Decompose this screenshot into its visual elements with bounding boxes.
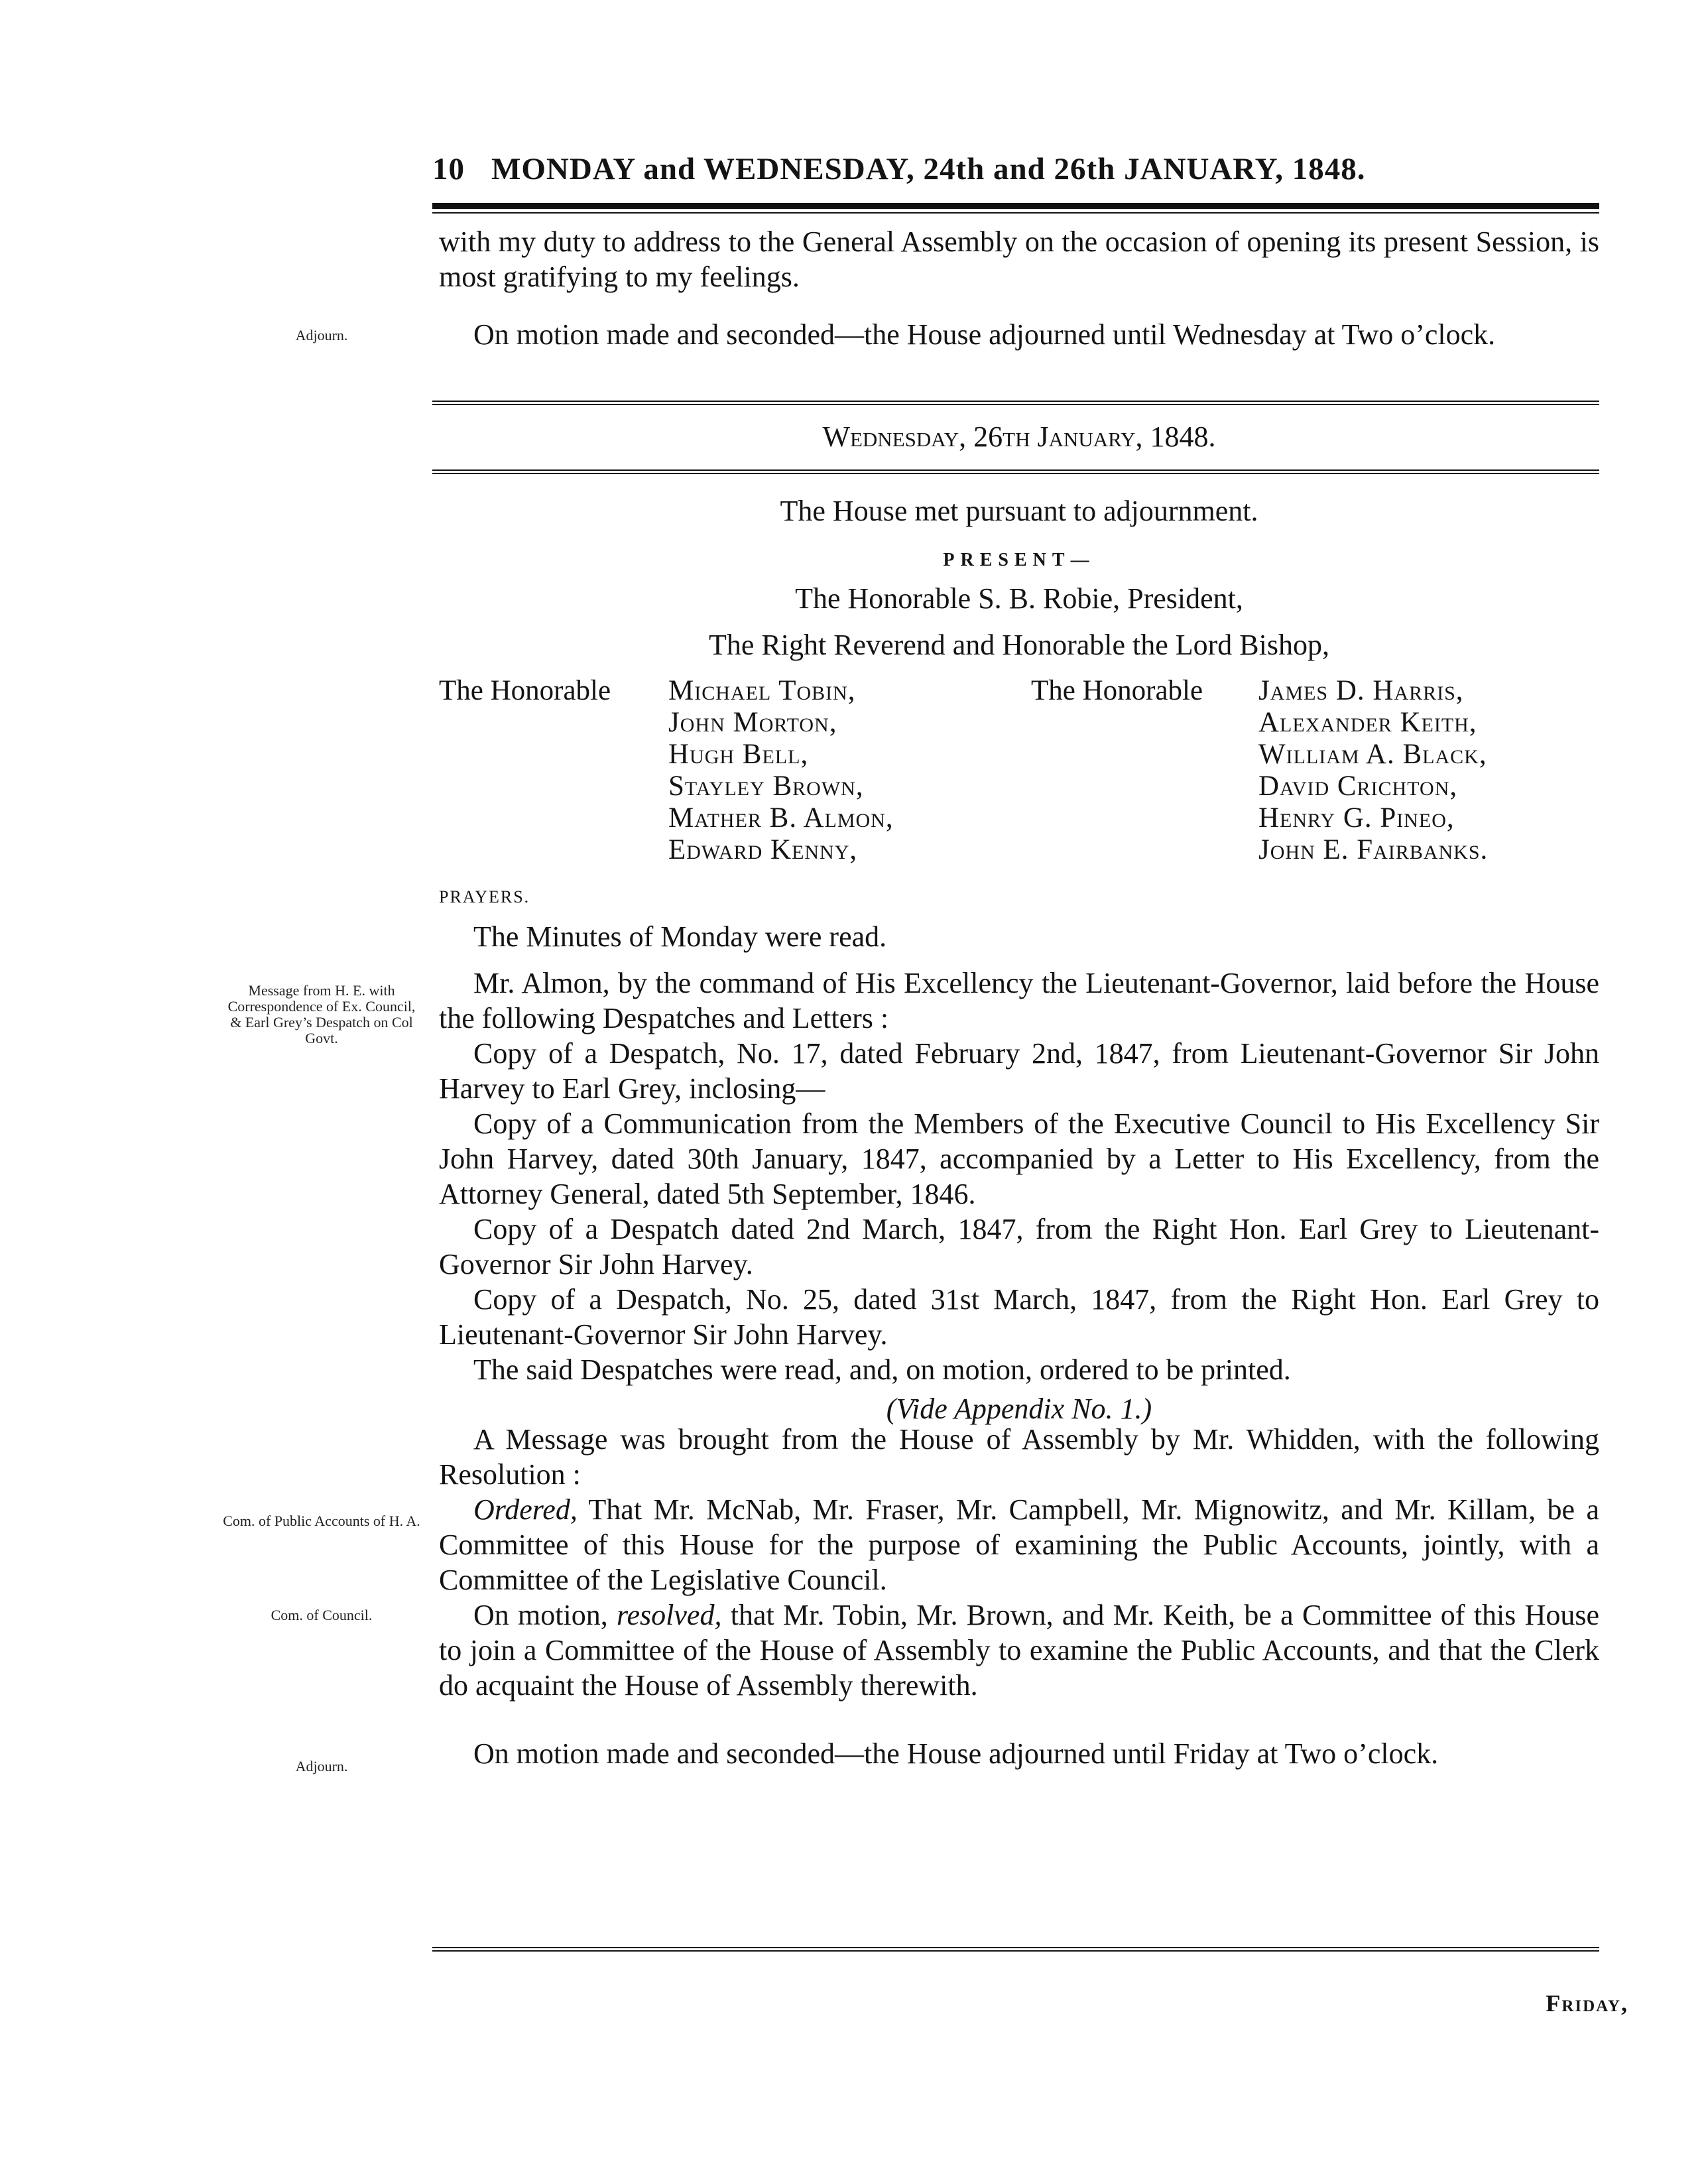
closing-rule	[432, 1947, 1599, 1952]
member-name: Hugh Bell,	[668, 739, 809, 770]
met-line	[439, 493, 1599, 529]
header-rule-thick	[432, 203, 1599, 209]
adjourn-text: On motion made and seconded—the House adjourned until Wednesday at Two o’clock.	[473, 318, 1496, 351]
present-text: PRESENT—	[943, 550, 1095, 570]
paragraph-opening	[439, 224, 1599, 294]
left-prefix-text: The Honorable	[439, 675, 611, 706]
header-title: MONDAY and WEDNESDAY, 24th and 26th JANUARY, 1848.	[491, 152, 1366, 186]
header-rule-thin	[432, 212, 1599, 214]
resolved-text: that Mr. Tobin, Mr. Brown, and Mr. Keith, be a Committee of this House to join a Committee of the House of Assembly to examine the Public Accounts, and that the Clerk do acquaint the House of Assembly therewith.	[439, 1599, 1600, 1702]
right-prefix-text: The Honorable	[1031, 675, 1203, 706]
present-label	[439, 542, 1599, 578]
message-paragraph: A Message was brought from the House of Assembly by Mr. Whidden, with the following Resolution :	[439, 1423, 1599, 1491]
date-heading: Wednesday, 26th January, 1848.	[822, 420, 1216, 453]
paragraph-adjourn-1	[439, 317, 1599, 352]
copy-4: Copy of a Despatch, No. 25, dated 31st March, 1847, from the Right Hon. Earl Grey to Lieutenant-Governor Sir John Harvey.	[439, 1283, 1599, 1351]
members-left	[668, 675, 894, 866]
page-number: 10	[432, 152, 465, 186]
bishop-line	[439, 627, 1599, 662]
said-paragraph: The said Despatches were read, and, on motion, ordered to be printed.	[473, 1353, 1291, 1386]
margin-note-public-accounts: Com. of Public Accounts of H. A.	[223, 1513, 420, 1529]
member-name: Edward Kenny,	[668, 834, 858, 865]
member-name: Stayley Brown,	[668, 771, 864, 802]
members-right-prefix	[1031, 675, 1203, 707]
vide-appendix: (Vide Appendix No. 1.)	[886, 1393, 1152, 1425]
member-name: John Morton,	[668, 707, 837, 738]
margin-note-adjourn: Adjourn.	[295, 327, 348, 343]
met-text: The House met pursuant to adjournment.	[780, 495, 1258, 527]
member-name: Mather B. Almon,	[668, 802, 894, 834]
resolved-lead: On motion,	[473, 1599, 617, 1631]
member-name: Alexander Keith,	[1258, 707, 1477, 738]
despatches-block	[439, 966, 1599, 1426]
copy-2: Copy of a Communication from the Members of the Executive Council to His Excellency Sir John Harvey, dated 30th January, 1847, accompanied by a Letter to His Excellency, from the Attorney General, dated 5th September, 1846.	[439, 1107, 1599, 1210]
member-name: William A. Black,	[1258, 739, 1487, 770]
prayers-text: PRAYERS.	[439, 887, 530, 906]
resolved-word: resolved,	[617, 1599, 722, 1631]
member-name: James D. Harris,	[1258, 675, 1464, 706]
copy-3: Copy of a Despatch dated 2nd March, 1847, from the Right Hon. Earl Grey to Lieutenant-Governor Sir John Harvey.	[439, 1213, 1599, 1280]
president-line	[439, 581, 1599, 616]
adjourn-2-text: On motion made and seconded—the House adjourned until Friday at Two o’clock.	[473, 1737, 1439, 1770]
ordered-word: Ordered,	[473, 1493, 578, 1526]
members-right	[1258, 675, 1488, 866]
member-name: Henry G. Pineo,	[1258, 802, 1455, 834]
president-text: The Honorable S. B. Robie, President,	[795, 582, 1243, 615]
margin-note-council: Com. of Council.	[271, 1607, 373, 1623]
margin-note-adjourn-2: Adjourn.	[295, 1758, 348, 1775]
message-block	[439, 1422, 1599, 1703]
paragraph-continuation: with my duty to address to the General Assembly on the occasion of opening its present Session, is most gratifying to my feelings.	[439, 225, 1599, 293]
margin-note-message: Message from H. E. with Correspondence of Ex. Council, & Earl Grey’s Despatch on Col Govt.	[227, 982, 416, 1046]
ordered-paragraph	[439, 1492, 1599, 1597]
members-left-prefix	[439, 675, 611, 707]
running-header	[432, 151, 1599, 187]
ordered-text: That Mr. McNab, Mr. Fraser, Mr. Campbell, Mr. Mignowitz, and Mr. Killam, be a Committee of this House for the purpose of examining the Public Accounts, jointly, with a Committee of the Legislative Council.	[439, 1493, 1599, 1596]
paragraph-adjourn-2	[439, 1736, 1599, 1771]
section-heading	[439, 419, 1599, 454]
member-name: Michael Tobin,	[668, 675, 856, 706]
member-name: David Crichton,	[1258, 771, 1458, 802]
prayers-heading	[439, 887, 1599, 907]
bishop-text: The Right Reverend and Honorable the Lord Bishop,	[708, 629, 1329, 661]
member-name: John E. Fairbanks.	[1258, 834, 1489, 865]
resolved-paragraph	[439, 1597, 1599, 1703]
almon-paragraph: Mr. Almon, by the command of His Excellency the Lieutenant-Governor, laid before the House the following Despatches and Letters :	[439, 967, 1599, 1034]
copy-1: Copy of a Despatch, No. 17, dated February 2nd, 1847, from Lieutenant-Governor Sir John Harvey to Earl Grey, inclosing—	[439, 1037, 1599, 1105]
section-rule-top	[432, 401, 1599, 405]
section-rule-bottom	[432, 469, 1599, 474]
catchword: Friday,	[1546, 1990, 1628, 2017]
minutes-text: The Minutes of Monday were read.	[473, 920, 887, 953]
minutes-line	[439, 919, 1599, 954]
